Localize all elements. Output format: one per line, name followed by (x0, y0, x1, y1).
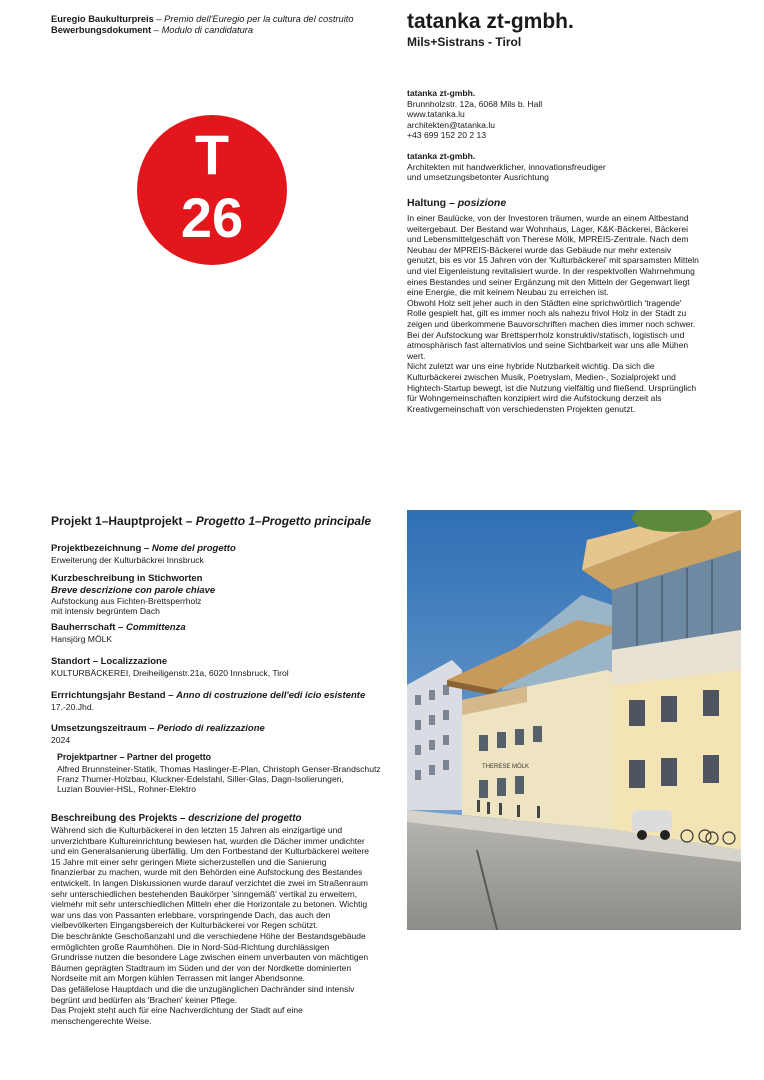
field-realization-period: Umsetzungszeitraum – Periodo di realizzazione 2024 (51, 723, 265, 745)
facade-sign: THERESE MÖLK (482, 764, 530, 770)
haltung-text-line: Rolle gespielt hat, gilt es immer noch als nahezu frivol Holz in der Stadt zu (407, 308, 687, 319)
haltung-title: Haltung – posizione (407, 197, 507, 209)
haltung-text (407, 213, 722, 414)
field-project-partners: Projektpartner – Partner del progetto Alfred Brunnsteiner-Statik, Thomas Haslinger-E-Plan, Christoph Genser-Brandschutz Franz Thurner-Holzbau, Kluckner-Edelstahl, Siller-Glas, Dagn-Isolierungen, Luzian Bouvier-HSL, Rohner-Elektro (57, 752, 381, 795)
description-text-line: Das Projekt steht auch für eine Nachverdichtung der Stadt auf eine (51, 1005, 303, 1016)
haltung-text-line: Kreativgemeinschaft von verschiedensten Projekten genutzt. (407, 403, 636, 414)
description-text-line: Grundrisse nutzen die besondere Lage zwischen einem unverbauten von mächtigen (51, 952, 369, 963)
contact-description-2: und umsetzungsbetonter Ausrichtung (407, 172, 549, 182)
field-construction-year: Errrichtungsjahr Bestand – Anno di costruzione dell'edi icio esistente 17.-20.Jhd. (51, 690, 366, 712)
haltung-text-line: Hightech-Startup bewegt, ist die Nutzung vielfältig und fließend. Ursprünglich (407, 382, 697, 393)
haltung-text-line: eine Energie, die mit keinem Neubau zu erreichen ist. (407, 287, 609, 298)
header-line-1: Euregio Baukulturpreis – Premio dell'Euregio per la cultura del costruito (51, 14, 354, 24)
description-title: Beschreibung des Projekts – descrizione del progetto (51, 813, 302, 824)
haltung-text-line: Neubau der MPREIS-Bäckerei wurde das Gebäude nur mehr extensiv (407, 244, 672, 255)
company-location: Mils+Sistrans - Tirol (407, 35, 522, 49)
description-text-line: Nordseite mit am Morgen kühlen Terrassen mit langer Abendsonne. (51, 973, 306, 984)
description-text-line: 15 Jahre mit einer sehr geringen Miete sicherzustellen und die Sanierung (51, 856, 327, 867)
haltung-text-line: wert. (407, 350, 426, 361)
haltung-text-line: weitergebaut. Der Bestand war Wohnhaus, Lager, K&K-Bäckerei, Bäckerei (407, 223, 688, 234)
contact-block (407, 88, 727, 183)
haltung-text-line: genutzt, bis es vor 15 Jahren von der 'Kulturbäckerei' mit sparsamsten Mitteln (407, 255, 699, 266)
project-title: Projekt 1–Hauptprojekt – Progetto 1–Progetto principale (51, 514, 372, 528)
haltung-text-line: Bei der Aufstockung war Brettsperrholz konstruktiv/statisch, logistisch und (407, 329, 685, 340)
badge-letter: T (194, 123, 230, 186)
contact-name-2: tatanka zt-gmbh. (407, 151, 476, 161)
document-header (51, 14, 354, 36)
description-text-line: vielbevölkerten Eingangsbereich der Kulturbäckerei vor Regen schützt. (51, 920, 318, 931)
description-text-line: Das gefällelose Hauptdach und die die unzugänglichen Dachränder sind intensiv (51, 983, 355, 994)
description-text-line: Die beschränkte Geschoßanzahl und die verschiedene Höhe der Bestandsgebäude (51, 930, 366, 941)
contact-name: tatanka zt-gmbh. (407, 88, 476, 98)
description-text-line: war uns das von Passanten erlebbare, vorspringende Dach, das auch den (51, 909, 331, 920)
description-text-line: vielmehr mit sehr unterschiedlichen Mitteln eher die Horizontale zu betonen. Wichtig (51, 899, 368, 910)
contact-phone: +43 699 152 20 2 13 (407, 130, 487, 140)
entry-number-badge (137, 115, 287, 265)
description-text-line: Bäumen geprägten Stadtraum im Süden und der von der Nordkette dominierten (51, 962, 352, 973)
description-text (51, 825, 401, 1026)
haltung-text-line: In einer Baulücke, von der Investoren träumen, wurde an einem Altbestand (407, 213, 689, 223)
haltung-text-line: Obwohl Holz seit jeher auch in den Städten eine sprichwörtlich 'tragende' (407, 297, 682, 308)
haltung-text-line: und Lebensmittelgeschäft von Therese Mölk, MPREIS-Zentrale. Nach dem (407, 234, 689, 245)
building-photo-illustration (407, 510, 741, 930)
contact-email-link[interactable]: architekten@tatanka.lu (407, 119, 496, 130)
field-short-description: Kurzbeschreibung in Stichworten Breve descrizione con parole chiave Aufstockung aus Fichten-Brettsperrholz mit intensiv begrüntem Dach (51, 573, 216, 617)
description-text-line: entwickelt. In langen Diskussionen wurde darauf verzichtet die zwei im Straßenraum (51, 877, 369, 888)
haltung-text-line: Kulturbäckerei zwischen Musik, Poetryslam, Medien-, Sozialprojekt und (407, 371, 676, 382)
description-text-line: und ein Generalsanierung überfällig. Um den Fortbestand der Kulturbäckerei weitere (51, 846, 369, 857)
description-text-line: finanzierbar zu machen, wurde mit den Behörden eine Aufstockung des Bestandes (51, 867, 363, 878)
project-photo (407, 510, 741, 930)
description-text-line: Während sich die Kulturbäckerei in den letzten 15 Jahren als einzigartige und (51, 825, 343, 835)
field-client: Bauherrschaft – Committenza Hansjörg MÖLK (51, 622, 186, 644)
haltung-text-line: Nicht zuletzt war uns eine hybride Nutzbarkeit wichtig. Da sich die (407, 361, 655, 372)
description-text-line: menschengerechte Weise. (51, 1015, 152, 1026)
contact-description-1: Architekten mit handwerklicher, innovationsfreudiger (407, 161, 606, 172)
field-location: Standort – Localizzazione KULTURBÄCKEREI, Dreiheiligenstr.21a, 6020 Innsbruck, Tirol (51, 656, 289, 678)
haltung-text-line: eines Bestandes und seiner Ergänzung mit den Mitteln der Gegenwart liegt (407, 276, 690, 287)
company-title: tatanka zt-gmbh. (407, 10, 574, 33)
description-text-line: begrünt und bedürfen als 'Brachen' keiner Pflege. (51, 994, 238, 1005)
description-text-line: ermöglichten große Raumhöhen. Die in Nord-Süd-Richtung durchlässigen (51, 941, 330, 952)
contact-web-link[interactable]: www.tatanka.lu (407, 109, 465, 119)
haltung-text-line: für Wohngemeinschaften konzipiert wird die Aufstockung derzeit als (407, 393, 662, 404)
haltung-text-line: atmosphärisch fast alternativlos und seine Sichtbarkeit war uns alle Mühen (407, 340, 689, 351)
haltung-text-line: und viel Eigenleistung revitalisiert wurde. In der respektvollen Wahrnehmung (407, 265, 695, 276)
header-line-2: Bewerbungsdokument – Modulo di candidatura (51, 25, 254, 35)
description-text-line: unverzichtbare Kultureinrichtung bewiesen hat, wurden die Dächer immer undichter (51, 835, 365, 846)
field-project-name: Projektbezeichnung – Nome del progetto Erweiterung der Kulturbäckrei Innsbruck (51, 543, 236, 565)
contact-address: Brunnholzstr. 12a, 6068 Mils b. Hall (407, 98, 543, 109)
description-text-line: sehr unterschiedlichen bestehenden Baukörper 'sinngemäß' vertikal zu erweitern, (51, 888, 358, 899)
haltung-text-line: zeigen und überkommene Bauvorschriften machen dies immer noch schwer. (407, 318, 696, 329)
badge-number: 26 (180, 186, 244, 249)
